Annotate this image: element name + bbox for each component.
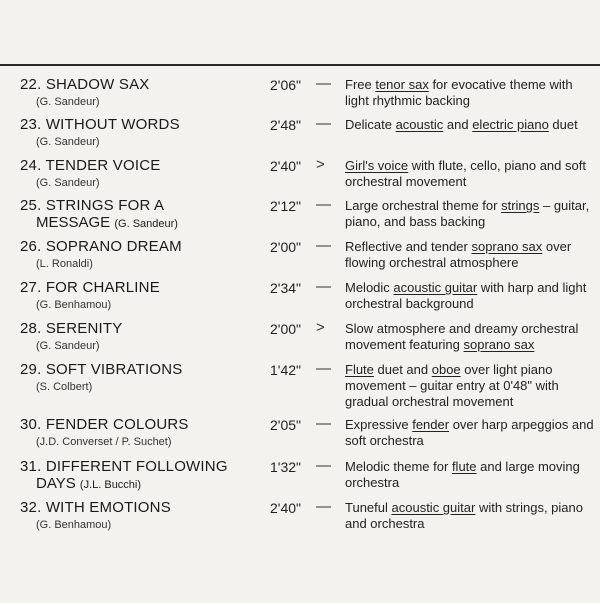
dash-symbol: —: [316, 457, 331, 474]
track-title: 28. SERENITY: [20, 320, 123, 337]
track-duration: 1'32": [270, 459, 302, 475]
description-text: with strings, piano and orchestra: [345, 500, 583, 531]
track-composer: (J.L. Bucchi): [79, 479, 142, 491]
track-description: [345, 280, 595, 312]
track-description: [345, 117, 595, 133]
track-title-line2: DAYS: [36, 475, 80, 492]
description-text: Delicate: [345, 117, 396, 132]
description-text: with harp and light orchestral background: [345, 280, 587, 311]
instrument-highlight: soprano sax: [471, 239, 543, 254]
description-text: over light piano movement – guitar entry at 0'48" with gradual orchestral movement: [345, 362, 559, 409]
instrument-highlight: acoustic guitar: [391, 500, 476, 515]
top-divider-line: [0, 64, 600, 66]
track-composer: (L. Ronaldi): [36, 258, 93, 270]
description-text: Reflective and tender: [345, 239, 472, 254]
track-composer: (G. Sandeur): [36, 136, 100, 148]
description-text: and: [443, 117, 473, 132]
instrument-highlight: strings: [501, 198, 540, 213]
description-text: Slow atmosphere and dreamy orchestral movement featuring: [345, 321, 579, 352]
dash-symbol: —: [316, 237, 331, 254]
dash-symbol: —: [316, 278, 331, 295]
track-duration: 2'12": [270, 198, 302, 214]
track-description: [345, 77, 595, 109]
instrument-highlight: flute: [451, 459, 477, 474]
instrument-highlight: soprano sax: [463, 337, 535, 352]
track-composer: (G. Sandeur): [36, 340, 100, 352]
description-text: Tuneful: [345, 500, 392, 515]
track-duration: 2'48": [270, 117, 302, 133]
track-description: [345, 362, 595, 410]
description-text: – guitar, piano, and bass backing: [345, 198, 590, 229]
description-text: for evocative theme with light rhythmic backing: [345, 77, 573, 108]
dash-symbol: —: [316, 115, 331, 132]
instrument-highlight: oboe: [431, 362, 461, 377]
track-duration: 2'05": [270, 417, 302, 433]
track-row: [0, 279, 600, 319]
description-text: over harp arpeggios and soft orchestra: [345, 417, 594, 448]
instrument-highlight: Girl's voice: [345, 158, 409, 173]
instrument-highlight: tenor sax: [375, 77, 429, 92]
description-text: duet and: [373, 362, 432, 377]
track-composer: (G. Benhamou): [36, 519, 112, 531]
description-text: Expressive: [345, 417, 413, 432]
track-duration: 2'00": [270, 321, 302, 337]
track-description: [345, 417, 595, 449]
track-title: 23. WITHOUT WORDS: [20, 116, 180, 133]
track-title: 30. FENDER COLOURS: [20, 416, 189, 433]
track-title-line2: MESSAGE: [36, 214, 115, 231]
track-composer: (G. Sandeur): [36, 96, 100, 108]
track-title: 26. SOPRANO DREAM: [20, 238, 182, 255]
track-duration: 2'00": [270, 239, 302, 255]
track-duration: 2'06": [270, 77, 302, 93]
track-description: [345, 198, 595, 230]
track-title: 32. WITH EMOTIONS: [20, 499, 171, 516]
track-title-continued: [36, 475, 141, 494]
track-composer: (S. Colbert): [36, 381, 93, 393]
track-row: [0, 499, 600, 539]
dash-symbol: —: [316, 415, 331, 432]
track-title: 29. SOFT VIBRATIONS: [20, 361, 183, 378]
track-title: 24. TENDER VOICE: [20, 157, 161, 174]
track-duration: 1'42": [270, 362, 302, 378]
track-composer: (G. Sandeur): [114, 218, 178, 230]
description-text: duet: [548, 117, 578, 132]
crescendo-symbol: >: [316, 319, 325, 336]
dash-symbol: —: [316, 196, 331, 213]
track-row: [0, 416, 600, 456]
track-duration: 2'40": [270, 500, 302, 516]
track-description: [345, 459, 595, 491]
track-composer: (G. Sandeur): [36, 177, 100, 189]
track-description: [345, 321, 595, 353]
track-row: [0, 360, 600, 409]
instrument-highlight: fender: [412, 417, 450, 432]
track-row: [0, 157, 600, 197]
instrument-highlight: electric piano: [472, 117, 549, 132]
track-description: [345, 500, 595, 532]
dash-symbol: —: [316, 498, 331, 515]
description-text: Large orchestral theme for: [345, 198, 502, 213]
dash-symbol: —: [316, 360, 331, 377]
track-row: [0, 458, 600, 498]
instrument-highlight: acoustic: [395, 117, 444, 132]
track-title-continued: [36, 214, 178, 233]
track-composer: (G. Benhamou): [36, 299, 112, 311]
instrument-highlight: acoustic guitar: [393, 280, 478, 295]
description-text: Free: [345, 77, 376, 92]
track-title: 27. FOR CHARLINE: [20, 279, 160, 296]
dash-symbol: —: [316, 75, 331, 92]
track-title: 31. DIFFERENT FOLLOWING: [20, 458, 228, 475]
track-row: [0, 238, 600, 278]
track-title: 25. STRINGS FOR A: [20, 197, 165, 214]
description-text: Melodic theme for: [345, 459, 452, 474]
track-row: [0, 76, 600, 116]
track-duration: 2'34": [270, 280, 302, 296]
track-row: [0, 320, 600, 360]
description-text: and large moving orchestra: [345, 459, 580, 490]
track-composer: (J.D. Converset / P. Suchet): [36, 436, 172, 448]
track-duration: 2'40": [270, 158, 302, 174]
track-description: [345, 158, 595, 190]
description-text: over flowing orchestral atmosphere: [345, 239, 572, 270]
description-text: with flute, cello, piano and soft orchestral movement: [345, 158, 586, 189]
track-title: 22. SHADOW SAX: [20, 76, 150, 93]
track-description: [345, 239, 595, 271]
instrument-highlight: Flute: [345, 362, 374, 377]
description-text: Melodic: [345, 280, 394, 295]
track-row: [0, 197, 600, 237]
track-row: [0, 116, 600, 156]
crescendo-symbol: >: [316, 156, 325, 173]
